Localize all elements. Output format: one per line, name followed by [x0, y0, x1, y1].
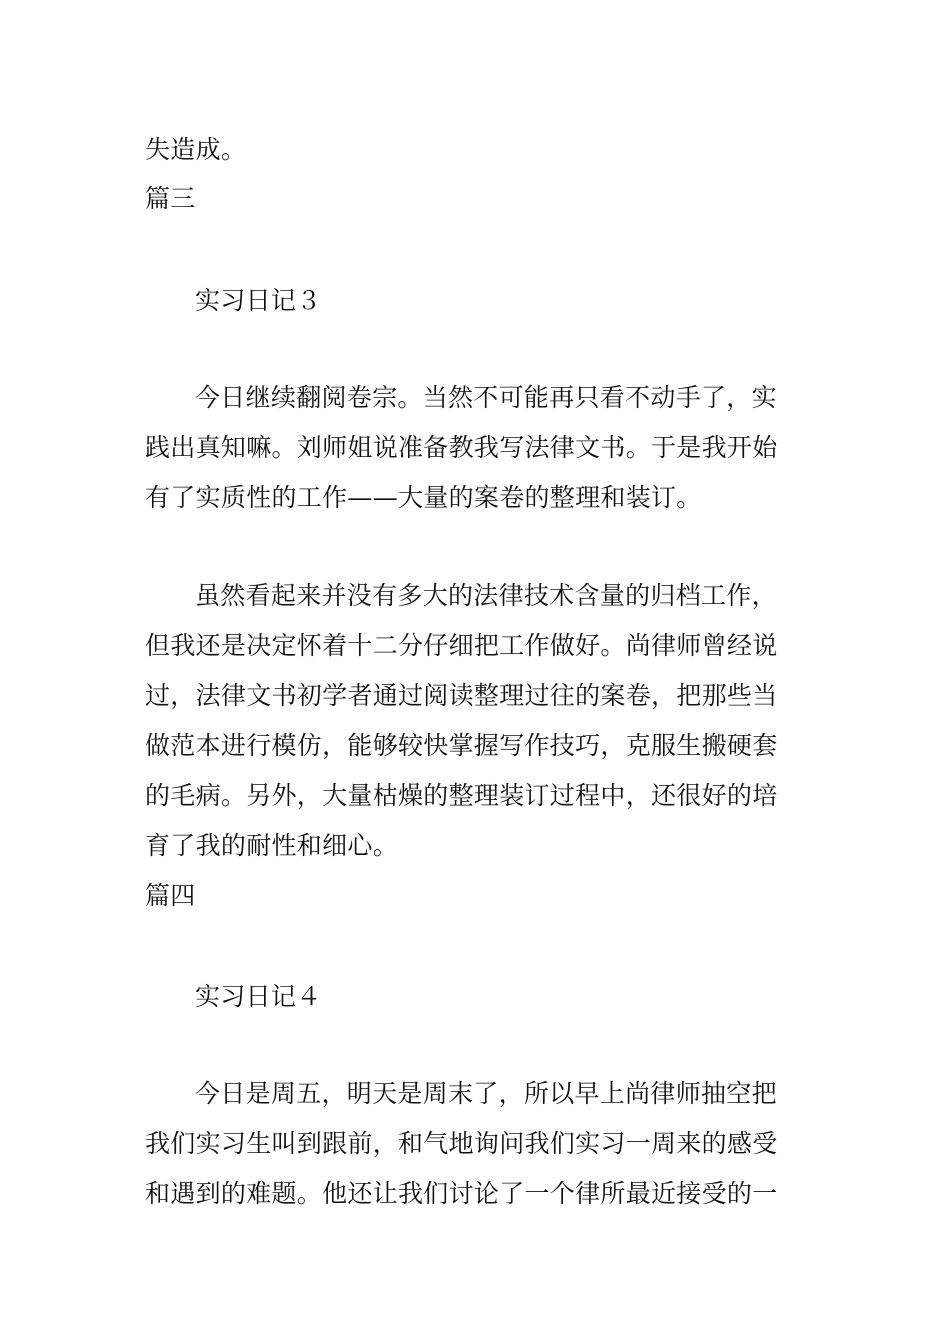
paragraph-line: 今日继续翻阅卷宗。当然不可能再只看不动手了，实 — [195, 383, 777, 412]
diary-title-3: 实习日记３ — [195, 286, 322, 315]
paragraph-line: 过，法律文书初学者通过阅读整理过往的案卷，把那些当 — [145, 681, 778, 710]
continuation-line: 失造成。 — [145, 135, 247, 164]
paragraph-line: 的毛病。另外，大量枯燥的整理装订过程中，还很好的培 — [145, 781, 778, 810]
paragraph-line: 和遇到的难题。他还让我们讨论了一个律所最近接受的一 — [145, 1179, 778, 1208]
paragraph-line: 今日是周五，明天是周末了，所以早上尚律师抽空把 — [195, 1079, 777, 1108]
paragraph-line: 虽然看起来并没有多大的法律技术含量的归档工作， — [195, 581, 777, 610]
diary-title-4: 实习日记４ — [195, 982, 322, 1011]
paragraph-line: 践出真知嘛。刘师姐说准备教我写法律文书。于是我开始 — [145, 433, 778, 462]
paragraph-line: 我们实习生叫到跟前，和气地询问我们实习一周来的感受 — [145, 1129, 778, 1158]
paragraph-line: 有了实质性的工作——大量的案卷的整理和装订。 — [145, 483, 702, 512]
document-page — [145, 0, 810, 1344]
paragraph-line: 育了我的耐性和细心。 — [145, 831, 399, 860]
section-heading-3: 篇三 — [145, 184, 196, 213]
section-heading-4: 篇四 — [145, 881, 196, 910]
paragraph-line: 做范本进行模仿，能够较快掌握写作技巧，克服生搬硬套 — [145, 731, 778, 760]
paragraph-line: 但我还是决定怀着十二分仔细把工作做好。尚律师曾经说 — [145, 631, 778, 660]
